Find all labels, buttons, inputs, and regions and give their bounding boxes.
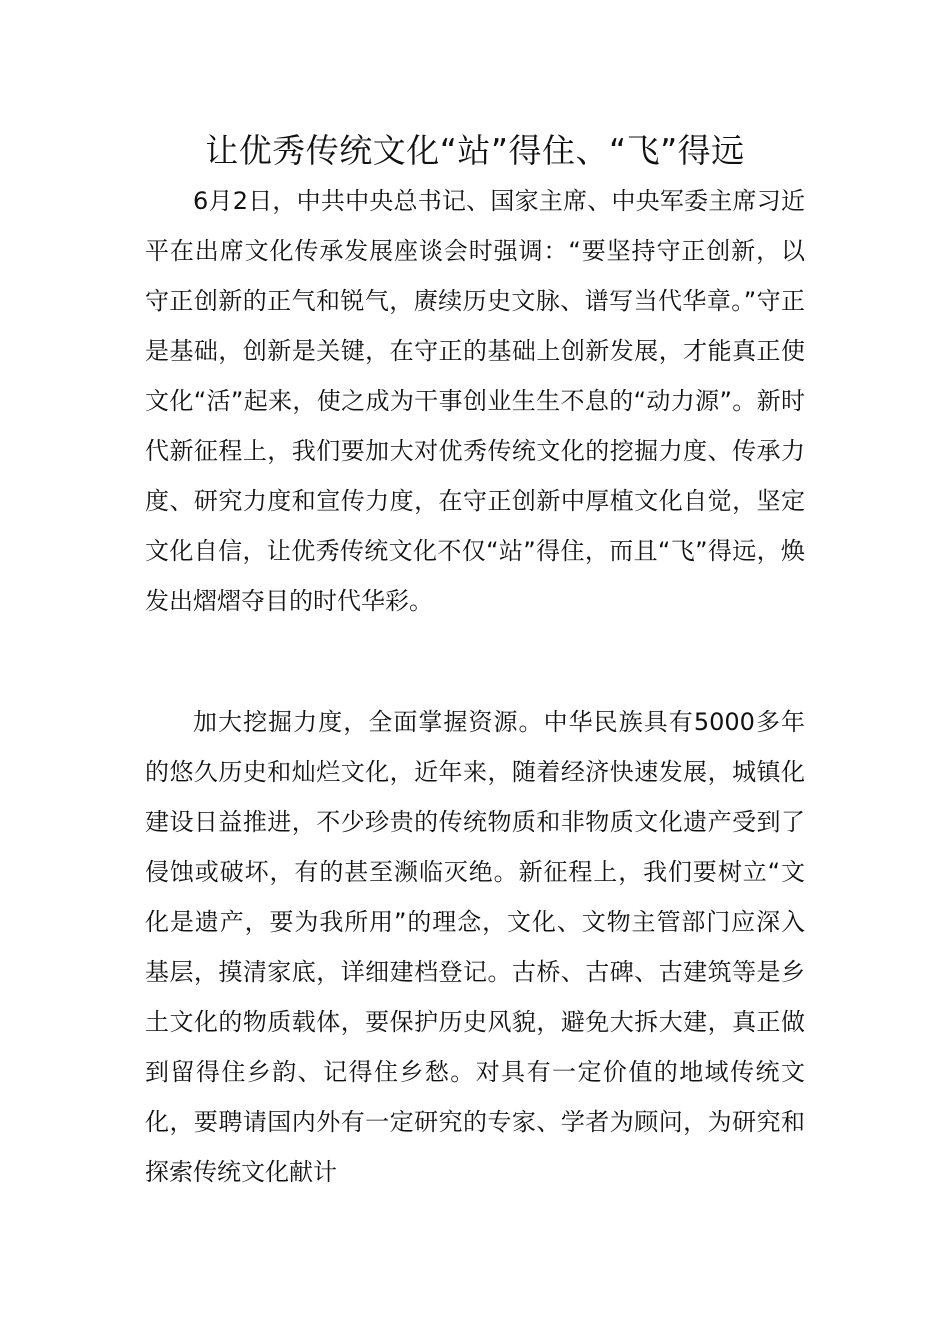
body-paragraph-2: 加大挖掘力度，全面掌握资源。中华民族具有5000多年的悠久历史和灿烂文化，近年来，随着经济快速发展，城镇化建设日益推进，不少珍贵的传统物质和非物质文化遗产受到了侵蚀或破坏，有的甚至濒临灭绝。新征程上，我们要树立“文化是遗产，要为我所用”的理念，文化、文物主管部门应深入基层，摸清家底，详细建档登记。古桥、古碑、古建筑等是乡土文化的物质载体，要保护历史风貌，避免大拆大建，真正做到留得住乡韵、记得住乡愁。对具有一定价值的地域传统文化，要聘请国内外有一定研究的专家、学者为顾问，为研究和探索传统文化献计 [145, 708, 805, 1186]
body-paragraph-1: 6月2日，中共中央总书记、国家主席、中央军委主席习近平在出席文化传承发展座谈会时强调：“要坚持守正创新，以守正创新的正气和锐气，赓续历史文脉、谱写当代华章。”守正是基础，创新是关键，在守正的基础上创新发展，才能真正使文化“活”起来，使之成为干事创业生生不息的“动力源”。新时代新征程上，我们要加大对优秀传统文化的挖掘力度、传承力度、研究力度和宣传力度，在守正创新中厚植文化自觉，坚定文化自信，让优秀传统文化不仅“站”得住，而且“飞”得远，焕发出熠熠夺目的时代华彩。 [145, 187, 805, 615]
document-title: 让优秀传统文化“站”得住、“飞”得远 [205, 131, 745, 170]
